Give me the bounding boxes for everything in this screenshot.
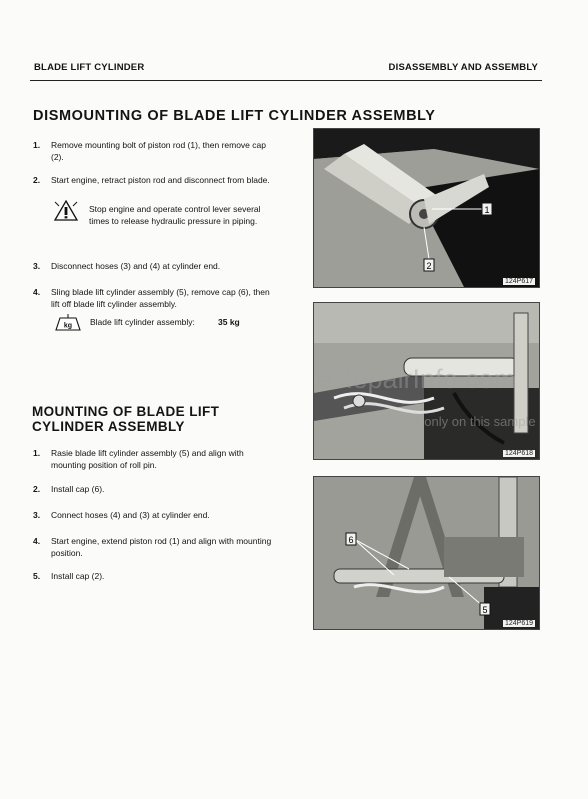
step-number: 2.	[33, 175, 41, 185]
step-text: Start engine, retract piston rod and disconnect from blade.	[51, 175, 270, 185]
watermark-main: eRepairInfo.com	[318, 364, 517, 394]
section-header-left: BLADE LIFT CYLINDER	[34, 62, 145, 73]
callout-5: 5	[482, 605, 488, 615]
mount-step-1	[33, 447, 273, 471]
mount-step-3	[33, 509, 273, 521]
mount-step-5	[33, 570, 273, 582]
weight-icon-text: kg	[63, 322, 73, 330]
weight-value: 35 kg	[218, 317, 240, 327]
weight-kg-icon	[53, 313, 83, 331]
step-text: Sling blade lift cylinder assembly (5), remove cap (6), then lift off blade lift cylinder assembly.	[51, 287, 270, 309]
step-number: 4.	[33, 287, 41, 297]
header-rule	[30, 80, 542, 81]
step-text: Disconnect hoses (3) and (4) at cylinder end.	[51, 261, 221, 271]
step-number: 1.	[33, 140, 41, 150]
step-text: Start engine, extend piston rod (1) and align with mounting position.	[51, 536, 272, 558]
callout-1: 1	[484, 205, 490, 215]
weight-note	[53, 313, 273, 331]
warning-note	[53, 199, 273, 244]
mounting-title: MOUNTING OF BLADE LIFT CYLINDER ASSEMBLY	[32, 404, 220, 434]
dismount-step-4	[33, 286, 273, 310]
photo-illustration	[314, 129, 539, 287]
photo-illustration	[314, 477, 539, 629]
photo-code: 124P617	[504, 278, 533, 285]
step-number: 1.	[33, 448, 41, 458]
weight-label: Blade lift cylinder assembly:	[90, 317, 195, 327]
warning-hand-icon	[53, 199, 79, 223]
warning-text: Stop engine and operate control lever several times to release hydraulic pressure in piping.	[89, 204, 261, 226]
callout-2: 2	[426, 261, 432, 271]
step-text: Remove mounting bolt of piston rod (1), then remove cap (2).	[51, 140, 266, 162]
photo-piston-rod-mount	[313, 128, 540, 288]
photo-cylinder-assembly	[313, 476, 540, 630]
watermark-sub: watermark only on this sample	[360, 414, 536, 429]
photo-code: 124P618	[504, 450, 533, 457]
step-number: 4.	[33, 536, 41, 546]
section-header-right: DISASSEMBLY AND ASSEMBLY	[388, 62, 538, 73]
step-number: 3.	[33, 510, 41, 520]
mount-step-4	[33, 535, 273, 559]
mount-step-2	[33, 483, 273, 495]
photo-code: 124P619	[504, 620, 533, 627]
step-number: 5.	[33, 571, 41, 581]
step-number: 2.	[33, 484, 41, 494]
callout-6: 6	[348, 535, 354, 545]
dismount-step-1	[33, 139, 273, 163]
dismounting-title: DISMOUNTING OF BLADE LIFT CYLINDER ASSEMBLY	[33, 108, 436, 124]
step-text: Install cap (6).	[51, 484, 105, 494]
step-text: Connect hoses (4) and (3) at cylinder end.	[51, 510, 210, 520]
dismount-step-2	[33, 174, 273, 186]
step-text: Rasie blade lift cylinder assembly (5) and align with mounting position of roll pin.	[51, 448, 244, 470]
step-text: Install cap (2).	[51, 571, 105, 581]
dismount-step-3	[33, 260, 273, 272]
step-number: 3.	[33, 261, 41, 271]
